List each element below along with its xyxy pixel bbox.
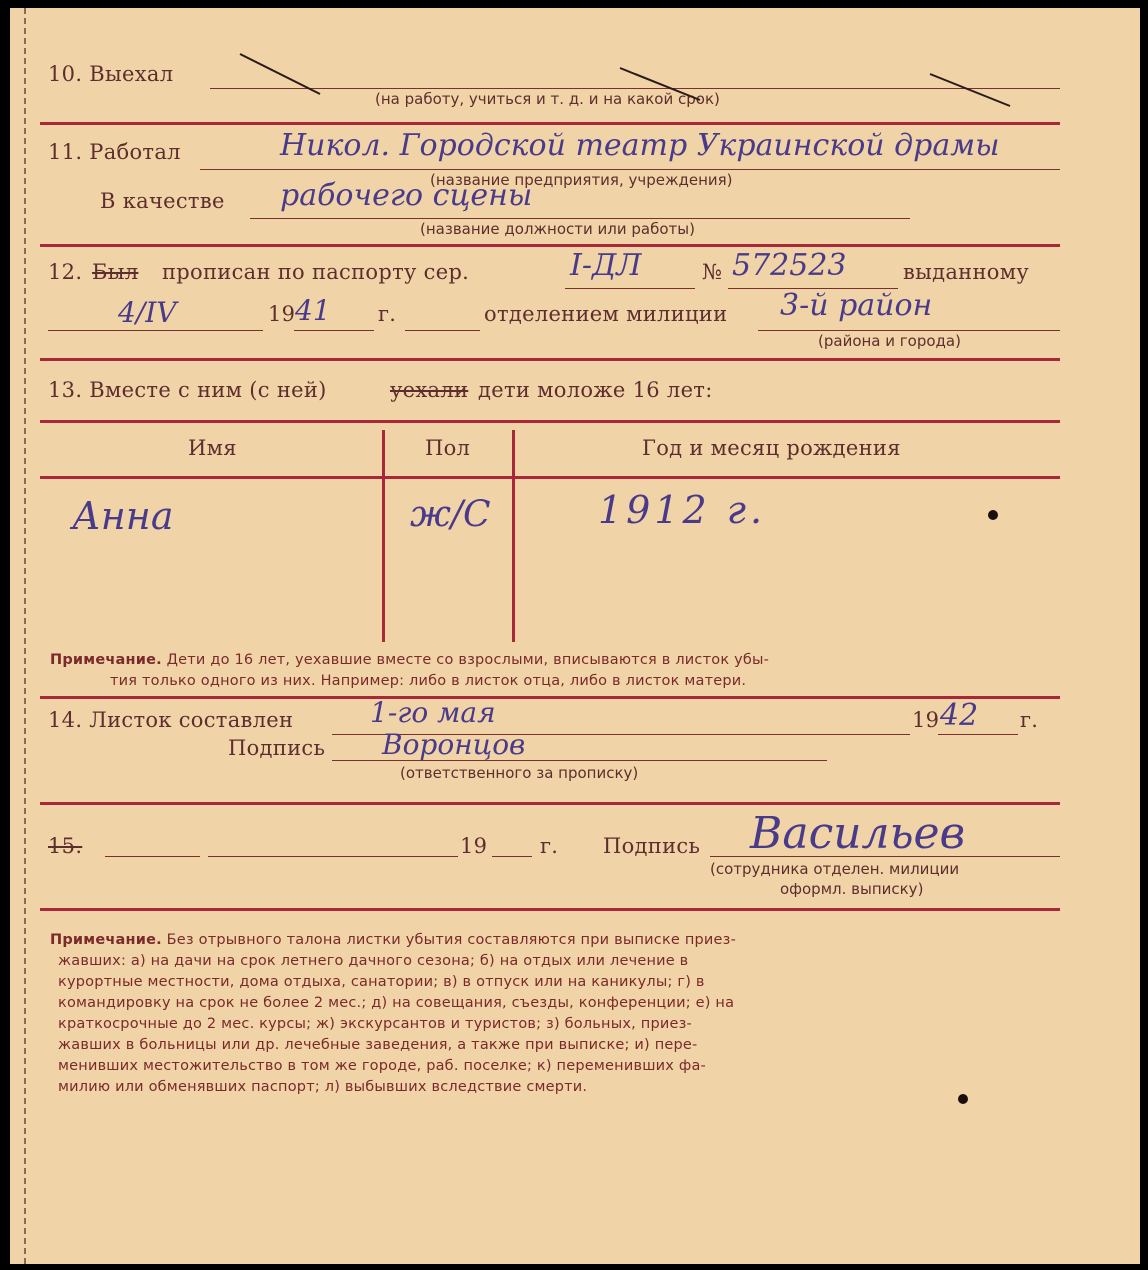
row11-label: 11. Работал xyxy=(48,140,181,164)
row15-year-prefix: 19 xyxy=(460,834,488,858)
row12-dept-line xyxy=(758,330,1060,331)
row15-sign-line xyxy=(710,856,1060,857)
row15-month-line xyxy=(208,856,458,857)
row11-position-line xyxy=(250,218,910,219)
row12-year-line xyxy=(294,330,374,331)
table-header-birth: Год и месяц рождения xyxy=(642,436,901,460)
note2-line: Без отрывного талона листки убытия составляются при выписке приез- xyxy=(166,932,737,948)
note1 xyxy=(50,650,1060,692)
row10-hint: (на работу, учиться и т. д. и на какой срок) xyxy=(375,90,720,108)
row12-num: 12. xyxy=(48,260,83,284)
punch-hole xyxy=(988,510,998,520)
row12-text: прописан по паспорту сер. xyxy=(162,260,470,284)
row14-sign-label: Подпись xyxy=(228,736,326,760)
table-top-rule xyxy=(40,420,1060,423)
table-col-divider xyxy=(512,430,515,642)
table-header-name: Имя xyxy=(188,436,237,460)
section-rule xyxy=(40,908,1060,911)
row14-date-value: 1-го мая xyxy=(370,696,496,729)
row12-issued: выданному xyxy=(903,260,1030,284)
row11-line xyxy=(200,169,1060,170)
section-rule xyxy=(40,244,1060,247)
note1-title: Примечание. xyxy=(50,652,162,668)
row15-sign-label: Подпись xyxy=(603,834,701,858)
punch-hole xyxy=(958,1094,968,1104)
table-col-divider xyxy=(382,430,385,642)
row14-sign-value: Воронцов xyxy=(382,728,526,761)
row12-year-prefix: 19 xyxy=(268,302,296,326)
row14-year: 42 xyxy=(940,698,979,733)
note2-line: менивших местожительство в том же городе, раб. поселке; к) переменивших фа- xyxy=(58,1058,706,1074)
row12-series-line xyxy=(565,288,695,289)
note2 xyxy=(50,930,1060,1098)
row15-g: г. xyxy=(540,834,559,858)
row14-label: 14. Листок составлен xyxy=(48,708,294,732)
section-rule xyxy=(40,358,1060,361)
row13-text-b: дети моложе 16 лет: xyxy=(478,378,713,402)
row14-sign-line xyxy=(332,760,827,761)
row12-hint: (района и города) xyxy=(818,332,961,350)
row15-num: 15. xyxy=(48,834,83,858)
row14-hint: (ответственного за прописку) xyxy=(400,764,639,782)
row12-series: I-ДЛ xyxy=(570,248,642,283)
row12-number: 572523 xyxy=(732,248,847,283)
section-rule xyxy=(40,696,1060,699)
note2-line: жавших в больницы или др. лечебные заведения, а также при выписке; и) пере- xyxy=(58,1037,698,1053)
row15-year-line xyxy=(492,856,532,857)
row12-no-label: № xyxy=(702,260,723,284)
row11-position-label: В качестве xyxy=(100,189,225,213)
table-cell-birth: 1912 г. xyxy=(598,488,767,532)
row10-label: 10. Выехал xyxy=(48,62,174,86)
note1-line2: тия только одного из них. Например: либо в листок отца, либо в листок матери. xyxy=(110,673,747,689)
row12-date: 4/IV xyxy=(118,296,177,329)
document-page xyxy=(10,8,1140,1264)
row12-date-line xyxy=(48,330,263,331)
note2-line: жавших: а) на дачи на срок летнего дачного сезона; б) на отдых или лечение в xyxy=(58,953,689,969)
note1-line1: Дети до 16 лет, уехавшие вместе со взрослыми, вписываются в листок убы- xyxy=(166,652,770,668)
table-cell-name: Анна xyxy=(72,494,174,538)
table-header-sex: Пол xyxy=(425,436,471,460)
row12-dept-label: отделением милиции xyxy=(484,302,728,326)
row14-year-line xyxy=(938,734,1018,735)
table-header-rule xyxy=(40,476,1060,479)
note2-line: милию или обменявших паспорт; л) выбывших вследствие смерти. xyxy=(58,1079,588,1095)
row12-dept-value: 3-й район xyxy=(780,288,933,323)
row15-day-line xyxy=(105,856,200,857)
row15-hint2: оформл. выписку) xyxy=(780,880,924,898)
row15-hint1: (сотрудника отделен. милиции xyxy=(710,860,960,878)
section-rule xyxy=(40,802,1060,805)
note2-line: командировку на срок не более 2 мес.; д) на совещания, съезды, конференции; е) на xyxy=(58,995,735,1011)
row12-year: 41 xyxy=(295,294,331,327)
row13-text-a: 13. Вместе с ним (с ней) xyxy=(48,378,327,402)
row14-year-prefix: 19 xyxy=(912,708,940,732)
section-rule xyxy=(40,122,1060,125)
row11-position-hint: (название должности или работы) xyxy=(420,220,695,238)
row15-sign-value: Васильев xyxy=(750,808,966,859)
note2-line: краткосрочные до 2 мес. курсы; ж) экскурсантов и туристов; з) больных, приез- xyxy=(58,1016,692,1032)
row11-position-value: рабочего сцены xyxy=(280,178,533,213)
row13-struck: уехали xyxy=(390,378,469,402)
row11-hint: (название предприятия, учреждения) xyxy=(430,171,733,189)
note2-title: Примечание. xyxy=(50,932,162,948)
row12-struck: Был xyxy=(92,260,139,284)
row14-g: г. xyxy=(1020,708,1039,732)
row12-gap-line xyxy=(405,330,480,331)
row11-value: Никол. Городской театр Украинской драмы xyxy=(280,128,1000,163)
table-cell-sex: ж/С xyxy=(410,494,491,535)
row12-g: г. xyxy=(378,302,397,326)
note2-line: курортные местности, дома отдыха, санатории; в) в отпуск или на каникулы; г) в xyxy=(58,974,705,990)
